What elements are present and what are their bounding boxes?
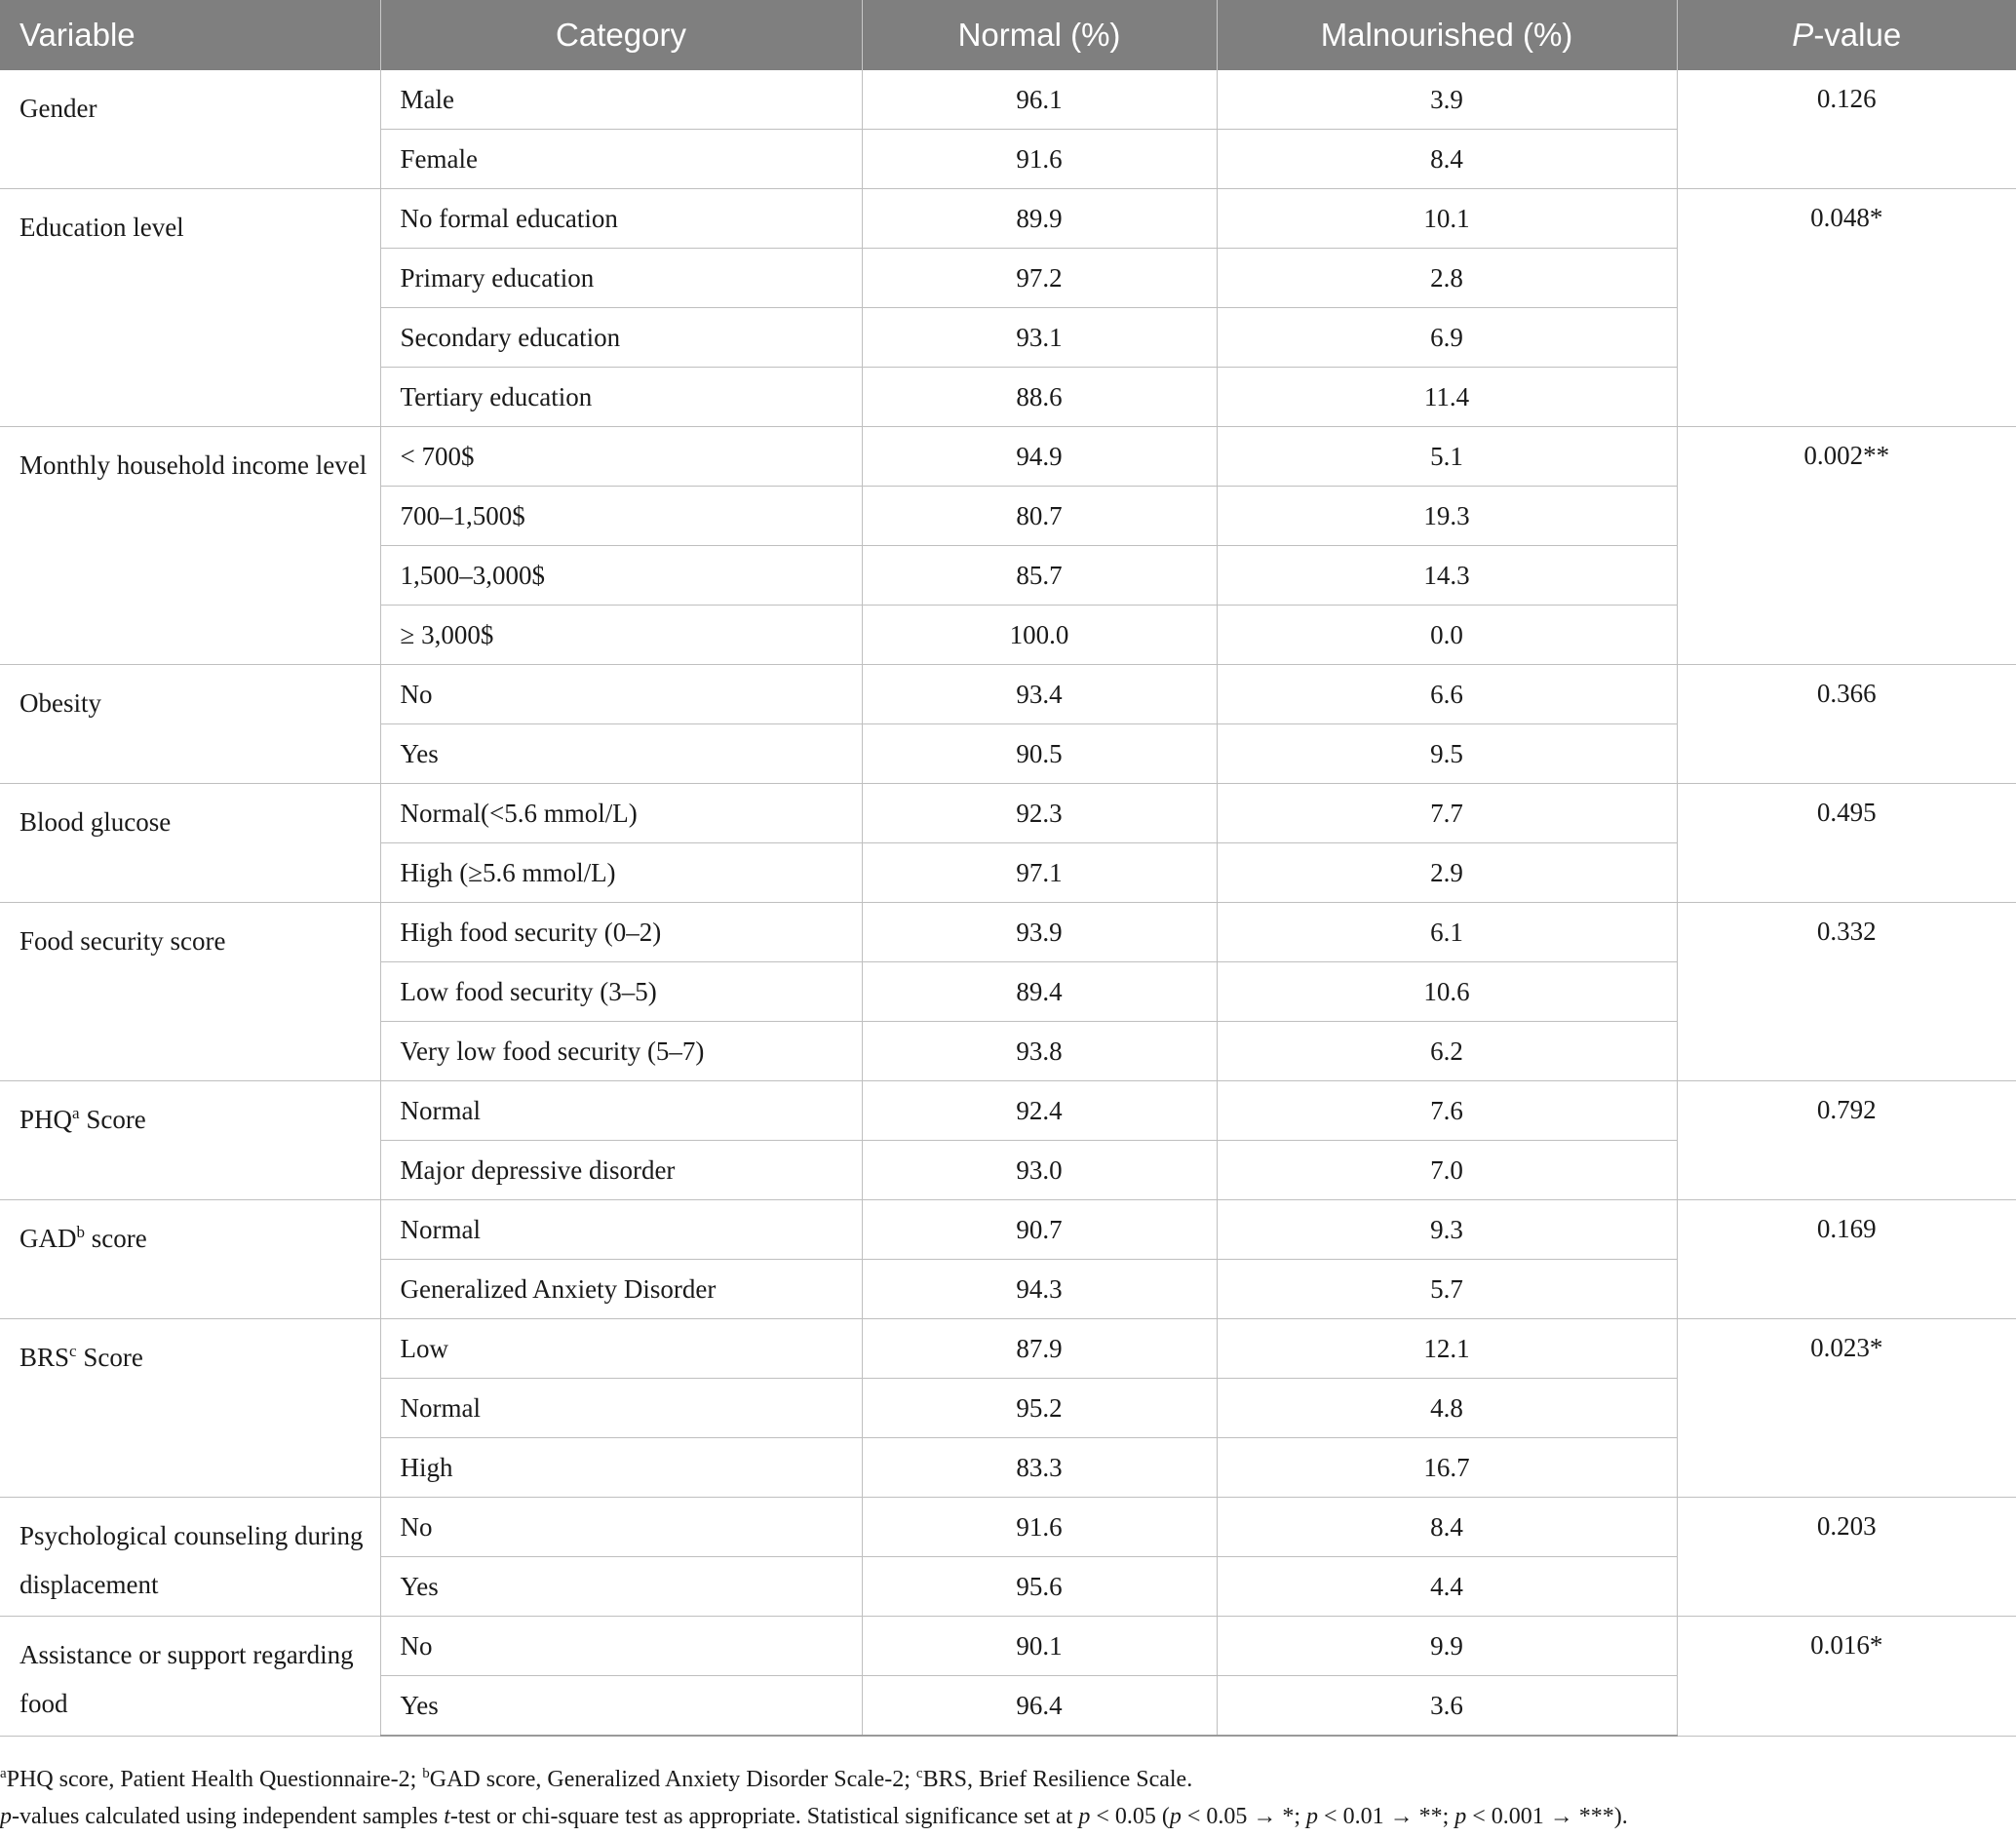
category-cell: Primary education (380, 249, 862, 308)
fn-p2: p (1078, 1804, 1091, 1829)
table-body (0, 70, 2016, 1736)
variable-label: Obesity (19, 688, 101, 718)
variable-label: Monthly household income level (19, 450, 368, 480)
malnourished-percent-cell: 0.0 (1217, 606, 1677, 665)
malnourished-percent-cell: 6.1 (1217, 903, 1677, 962)
malnourished-percent-cell: 8.4 (1217, 130, 1677, 189)
fn-p5: p (1454, 1804, 1467, 1829)
category-cell: Normal (380, 1081, 862, 1141)
variable-cell (0, 903, 380, 1081)
table-row (0, 1200, 2016, 1260)
variable-cell (0, 1200, 380, 1319)
table-row (0, 427, 2016, 487)
variable-label-suffix: Score (79, 1105, 146, 1134)
variable-label: Blood glucose (19, 807, 172, 837)
variable-label: Food security score (19, 926, 226, 956)
variable-cell (0, 1319, 380, 1498)
variable-label: Gender (19, 94, 97, 123)
variable-label: GAD (19, 1224, 77, 1253)
normal-percent-cell: 97.2 (862, 249, 1217, 308)
header-normal: Normal (%) (862, 0, 1217, 70)
table-row (0, 903, 2016, 962)
category-cell: Generalized Anxiety Disorder (380, 1260, 862, 1319)
variable-cell (0, 1617, 380, 1737)
normal-percent-cell: 89.4 (862, 962, 1217, 1022)
variable-label: Education level (19, 213, 184, 242)
category-cell: No (380, 1617, 862, 1676)
p-value-cell: 0.332 (1677, 903, 2016, 1081)
variable-label: PHQ (19, 1105, 73, 1134)
p-value-cell: 0.023* (1677, 1319, 2016, 1498)
table-row (0, 784, 2016, 843)
normal-percent-cell: 93.9 (862, 903, 1217, 962)
normal-percent-cell: 88.6 (862, 368, 1217, 427)
malnourished-percent-cell: 2.8 (1217, 249, 1677, 308)
malnourished-percent-cell: 10.1 (1217, 189, 1677, 249)
malnourished-percent-cell: 5.7 (1217, 1260, 1677, 1319)
malnourished-percent-cell: 8.4 (1217, 1498, 1677, 1557)
p-value-cell: 0.792 (1677, 1081, 2016, 1200)
normal-percent-cell: 92.3 (862, 784, 1217, 843)
variable-label-suffix: score (85, 1224, 147, 1253)
footnote-b-text: GAD score, Generalized Anxiety Disorder Scale-2; (429, 1767, 916, 1792)
fn-t4: < 0.05 → *; (1181, 1804, 1307, 1829)
normal-percent-cell: 87.9 (862, 1319, 1217, 1379)
category-cell: Female (380, 130, 862, 189)
category-cell: 700–1,500$ (380, 487, 862, 546)
footnote-marker: b (76, 1223, 85, 1241)
header-category: Category (380, 0, 862, 70)
malnourished-percent-cell: 10.6 (1217, 962, 1677, 1022)
normal-percent-cell: 91.6 (862, 130, 1217, 189)
malnourished-percent-cell: 11.4 (1217, 368, 1677, 427)
category-cell: No formal education (380, 189, 862, 249)
normal-percent-cell: 93.1 (862, 308, 1217, 368)
normal-percent-cell: 93.4 (862, 665, 1217, 724)
category-cell: Normal(<5.6 mmol/L) (380, 784, 862, 843)
normal-percent-cell: 94.3 (862, 1260, 1217, 1319)
category-cell: 1,500–3,000$ (380, 546, 862, 606)
table-row (0, 1617, 2016, 1676)
normal-percent-cell: 89.9 (862, 189, 1217, 249)
category-cell: Yes (380, 1676, 862, 1737)
footnote-statistics (0, 1798, 2016, 1835)
footnote-marker: a (72, 1104, 80, 1122)
malnourished-percent-cell: 6.6 (1217, 665, 1677, 724)
footnote-marker-a: a (0, 1766, 7, 1781)
fn-p3: p (1169, 1804, 1182, 1829)
normal-percent-cell: 91.6 (862, 1498, 1217, 1557)
footnote-a-text: PHQ score, Patient Health Questionnaire-2; (6, 1767, 423, 1792)
normal-percent-cell: 83.3 (862, 1438, 1217, 1498)
variable-cell (0, 784, 380, 903)
malnourished-percent-cell: 9.3 (1217, 1200, 1677, 1260)
malnourished-percent-cell: 9.9 (1217, 1617, 1677, 1676)
category-cell: Normal (380, 1379, 862, 1438)
normal-percent-cell: 95.2 (862, 1379, 1217, 1438)
fn-t5: < 0.01 → **; (1318, 1804, 1455, 1829)
p-value-cell: 0.366 (1677, 665, 2016, 784)
malnourished-percent-cell: 14.3 (1217, 546, 1677, 606)
malnourished-percent-cell: 12.1 (1217, 1319, 1677, 1379)
malnourished-percent-cell: 7.6 (1217, 1081, 1677, 1141)
p-value-cell: 0.002** (1677, 427, 2016, 665)
category-cell: Tertiary education (380, 368, 862, 427)
category-cell: High (≥5.6 mmol/L) (380, 843, 862, 903)
table-row (0, 1081, 2016, 1141)
footnote-abbreviations (0, 1761, 2016, 1798)
normal-percent-cell: 93.8 (862, 1022, 1217, 1081)
variable-cell (0, 189, 380, 427)
table-row (0, 665, 2016, 724)
malnourished-percent-cell: 7.7 (1217, 784, 1677, 843)
category-cell: High food security (0–2) (380, 903, 862, 962)
category-cell: Low (380, 1319, 862, 1379)
header-variable: Variable (0, 0, 380, 70)
category-cell: ≥ 3,000$ (380, 606, 862, 665)
variable-cell (0, 70, 380, 189)
normal-percent-cell: 96.4 (862, 1676, 1217, 1737)
category-cell: Major depressive disorder (380, 1141, 862, 1200)
normal-percent-cell: 100.0 (862, 606, 1217, 665)
p-value-cell: 0.048* (1677, 189, 2016, 427)
normal-percent-cell: 90.1 (862, 1617, 1217, 1676)
variable-cell (0, 1081, 380, 1200)
p-value-cell: 0.203 (1677, 1498, 2016, 1617)
footnote-c-text: BRS, Brief Resilience Scale. (922, 1767, 1193, 1792)
footnote-marker-c: c (915, 1766, 923, 1781)
category-cell: Male (380, 70, 862, 130)
table-row (0, 189, 2016, 249)
variable-label: Assistance or support regarding food (19, 1640, 354, 1718)
footnote-marker: c (69, 1342, 77, 1360)
fn-t3: < 0.05 ( (1090, 1804, 1170, 1829)
normal-percent-cell: 94.9 (862, 427, 1217, 487)
footnotes (0, 1761, 2016, 1835)
table-row (0, 1498, 2016, 1557)
p-value-cell: 0.495 (1677, 784, 2016, 903)
header-row (0, 0, 2016, 70)
malnourished-percent-cell: 3.6 (1217, 1676, 1677, 1737)
table-row (0, 1319, 2016, 1379)
p-value-cell: 0.126 (1677, 70, 2016, 189)
malnourished-percent-cell: 4.4 (1217, 1557, 1677, 1617)
p-value-cell: 0.016* (1677, 1617, 2016, 1737)
malnourished-percent-cell: 16.7 (1217, 1438, 1677, 1498)
normal-percent-cell: 90.5 (862, 724, 1217, 784)
malnourished-percent-cell: 2.9 (1217, 843, 1677, 903)
category-cell: High (380, 1438, 862, 1498)
normal-percent-cell: 95.6 (862, 1557, 1217, 1617)
category-cell: Very low food security (5–7) (380, 1022, 862, 1081)
fn-p: p (0, 1804, 12, 1829)
variable-label-suffix: Score (76, 1343, 143, 1372)
normal-percent-cell: 97.1 (862, 843, 1217, 903)
category-cell: Normal (380, 1200, 862, 1260)
normal-percent-cell: 96.1 (862, 70, 1217, 130)
category-cell: Yes (380, 1557, 862, 1617)
normal-percent-cell: 93.0 (862, 1141, 1217, 1200)
category-cell: No (380, 665, 862, 724)
fn-t6: < 0.001 → ***). (1466, 1804, 1628, 1829)
fn-t1: -values calculated using independent samples (12, 1804, 445, 1829)
fn-t2: -test or chi-square test as appropriate. Statistical significance set at (449, 1804, 1079, 1829)
normal-percent-cell: 90.7 (862, 1200, 1217, 1260)
p-value-cell: 0.169 (1677, 1200, 2016, 1319)
normal-percent-cell: 92.4 (862, 1081, 1217, 1141)
normal-percent-cell: 80.7 (862, 487, 1217, 546)
category-cell: No (380, 1498, 862, 1557)
variable-label: BRS (19, 1343, 70, 1372)
malnourished-percent-cell: 6.2 (1217, 1022, 1677, 1081)
malnourished-percent-cell: 7.0 (1217, 1141, 1677, 1200)
category-cell: < 700$ (380, 427, 862, 487)
category-cell: Low food security (3–5) (380, 962, 862, 1022)
footnote-marker-b: b (422, 1766, 430, 1781)
variable-label: Psychological counseling during displacement (19, 1521, 364, 1599)
malnourished-percent-cell: 19.3 (1217, 487, 1677, 546)
category-cell: Yes (380, 724, 862, 784)
category-cell: Secondary education (380, 308, 862, 368)
fn-t: t (444, 1804, 450, 1829)
table-row (0, 70, 2016, 130)
malnourished-percent-cell: 4.8 (1217, 1379, 1677, 1438)
malnourished-percent-cell: 9.5 (1217, 724, 1677, 784)
variable-cell (0, 665, 380, 784)
malnourished-percent-cell: 6.9 (1217, 308, 1677, 368)
header-p-value: P-value (1677, 0, 2016, 70)
header-malnourished: Malnourished (%) (1217, 0, 1677, 70)
normal-percent-cell: 85.7 (862, 546, 1217, 606)
malnourished-percent-cell: 3.9 (1217, 70, 1677, 130)
variable-cell (0, 1498, 380, 1617)
malnourished-percent-cell: 5.1 (1217, 427, 1677, 487)
fn-p4: p (1306, 1804, 1319, 1829)
variable-cell (0, 427, 380, 665)
